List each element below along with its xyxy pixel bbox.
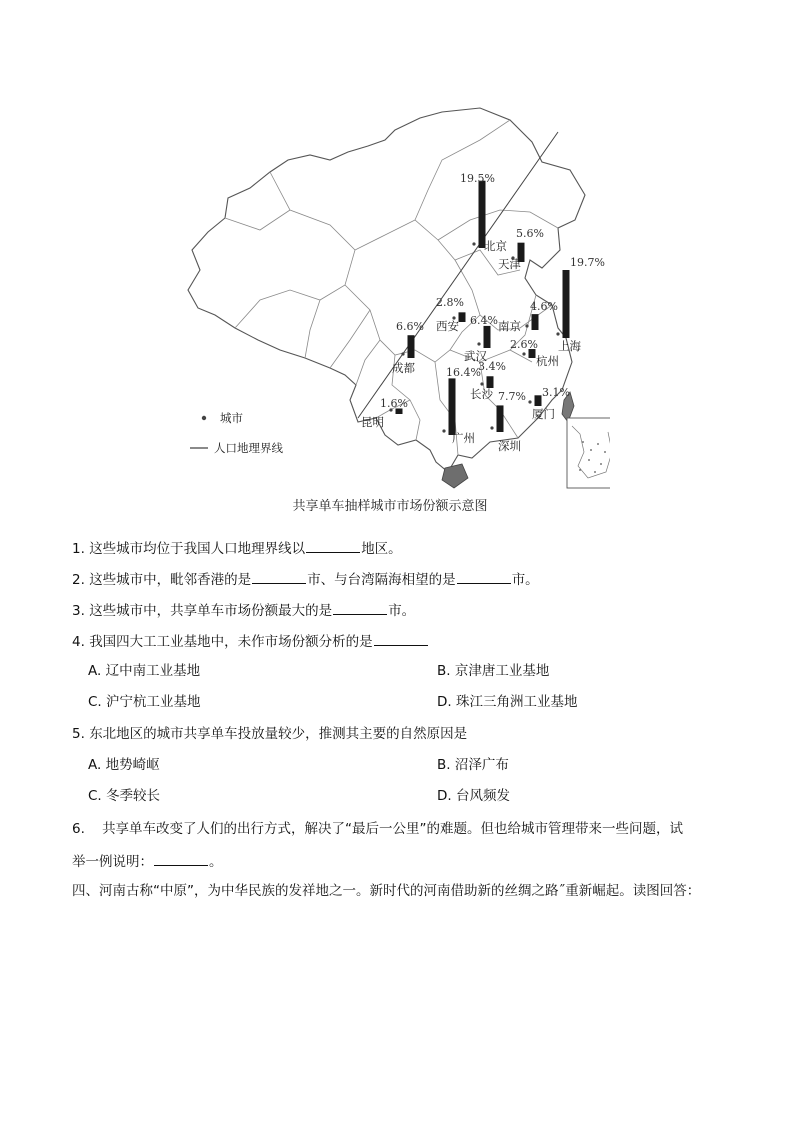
city-dot-1 [472, 242, 475, 245]
bar-10 [449, 378, 456, 435]
bar-12 [535, 395, 542, 406]
city-dot-7 [477, 342, 480, 345]
city-name-label-12: 厦门 [532, 407, 555, 421]
q1-text-before: 这些城市均位于我国人口地理界线以 [89, 541, 306, 557]
q1-number: 1. [72, 541, 85, 557]
south-china-sea-inset [567, 418, 610, 488]
q4-option-d[interactable]: D. 珠江三角洲工业基地 [437, 694, 578, 710]
q4-option-a[interactable]: A. 辽中南工业基地 [88, 663, 201, 679]
q3-text-after: 市。 [388, 603, 416, 619]
share-label-13: 1.6% [380, 397, 408, 410]
share-label-6: 6.6% [396, 320, 424, 333]
market-share-map [180, 100, 610, 520]
q4-option-b[interactable]: B. 京津唐工业基地 [437, 663, 550, 679]
city-name-label-3: 上海 [558, 339, 581, 353]
question-1 [72, 538, 402, 558]
bar-1 [479, 181, 486, 248]
q6-text-line-1: 共享单车改变了人们的出行方式，解决了“最后一公里”的难题。但也给城市管理带来一些问题，试 [102, 821, 684, 837]
china-map-svg [180, 100, 610, 520]
bar-6 [408, 335, 415, 358]
share-label-11: 7.7% [498, 390, 526, 403]
city-name-label-7: 武汉 [464, 349, 487, 363]
city-name-label-10: 广州 [452, 431, 475, 445]
share-label-9: 3.4% [478, 360, 506, 373]
q6-blank[interactable] [154, 851, 208, 866]
city-dot-3 [556, 332, 559, 335]
q4-text: 我国四大工工业基地中，未作市场份额分析的是 [89, 634, 373, 650]
bar-5 [532, 314, 539, 330]
q4-option-c[interactable]: C. 沪宁杭工业基地 [88, 694, 201, 710]
q4-number: 4. [72, 634, 85, 650]
city-name-label-9: 长沙 [470, 387, 493, 401]
city-dot-5 [525, 324, 528, 327]
legend-city-icon [202, 416, 206, 420]
q5-text: 东北地区的城市共享单车投放量较少，推测其主要的自然原因是 [89, 726, 468, 742]
q3-number: 3. [72, 603, 85, 619]
map-legend [190, 411, 283, 455]
share-label-10: 16.4% [446, 366, 481, 379]
q3-blank[interactable] [333, 600, 387, 615]
share-label-8: 2.6% [510, 338, 538, 351]
q5-option-c[interactable]: C. 冬季较长 [88, 788, 161, 804]
q2-text-before: 这些城市中，毗邻香港的是 [89, 572, 252, 588]
hainan-island [442, 464, 468, 488]
city-name-label-8: 杭州 [536, 354, 559, 368]
question-4 [72, 631, 429, 651]
city-name-label-6: 成都 [392, 361, 415, 375]
share-label-4: 2.8% [436, 296, 464, 309]
q2-blank-2[interactable] [457, 569, 511, 584]
q3-text-before: 这些城市中，共享单车市场份额最大的是 [89, 603, 333, 619]
share-label-5: 4.6% [530, 300, 558, 313]
share-label-3: 19.7% [570, 256, 605, 269]
q5-option-a[interactable]: A. 地势崎岖 [88, 757, 160, 773]
city-name-label-2: 天津 [498, 257, 521, 271]
map-caption: 共享单车抽样城市市场份额示意图 [292, 499, 488, 514]
question-3 [72, 600, 415, 620]
q6-number: 6. [72, 821, 85, 837]
bar-4 [459, 312, 466, 322]
q5-option-b[interactable]: B. 沼泽广布 [437, 757, 509, 773]
city-dot-12 [528, 400, 531, 403]
q2-number: 2. [72, 572, 85, 588]
q2-text-mid: 市、与台湾隔海相望的是 [307, 572, 456, 588]
legend-city-label: 城市 [220, 411, 243, 425]
q2-blank-1[interactable] [252, 569, 306, 584]
city-name-label-1: 北京 [484, 239, 507, 253]
question-6-line-2 [72, 851, 223, 871]
question-2 [72, 569, 539, 589]
q5-option-d[interactable]: D. 台风频发 [437, 788, 510, 804]
city-dot-6 [401, 352, 404, 355]
legend-line-label: 人口地理界线 [214, 441, 283, 455]
question-5 [72, 725, 467, 743]
q4-blank[interactable] [374, 631, 428, 646]
q1-text-after: 地区。 [361, 541, 402, 557]
bar-11 [497, 405, 504, 432]
q1-blank[interactable] [306, 538, 360, 553]
q6-text-line-2: 举一例说明： [72, 854, 153, 870]
city-name-label-5: 南京 [498, 319, 521, 333]
share-label-12: 3.1% [542, 386, 570, 399]
city-dot-11 [490, 426, 493, 429]
city-name-label-4: 西安 [436, 319, 459, 333]
city-dot-10 [442, 429, 445, 432]
q2-text-after: 市。 [511, 572, 539, 588]
city-dot-9 [480, 382, 483, 385]
share-label-2: 5.6% [516, 227, 544, 240]
city-name-label-13: 昆明 [361, 415, 384, 429]
city-name-label-11: 深圳 [498, 439, 521, 453]
city-dot-8 [522, 352, 525, 355]
china-outline [188, 108, 585, 472]
q6-text-end: 。 [209, 854, 223, 870]
q5-number: 5. [72, 726, 85, 742]
section-4-heading: 四、河南古称“中原”，为中华民族的发祥地之一。新时代的河南借助新的丝绸之路˝重新崛起。读图回答： [72, 883, 701, 899]
question-6-line-1 [72, 820, 683, 838]
share-label-1: 19.5% [460, 172, 495, 185]
bar-3 [563, 270, 570, 338]
bar-7 [484, 326, 491, 348]
share-label-7: 6.4% [470, 314, 498, 327]
